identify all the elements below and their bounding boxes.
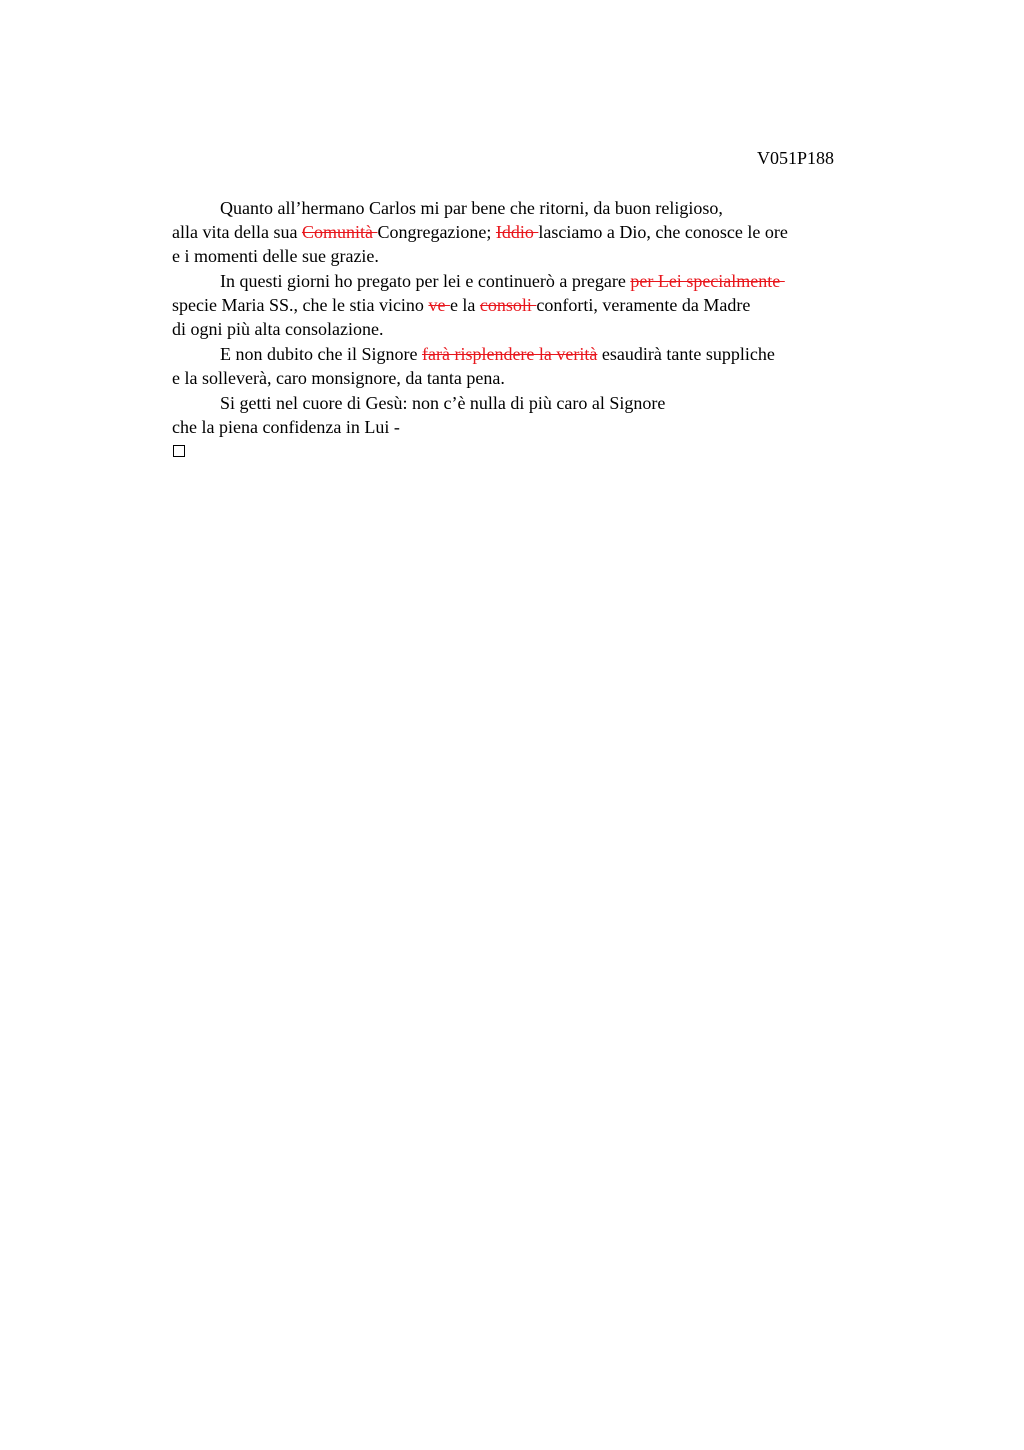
text-segment: che la piena confidenza in Lui - (172, 417, 400, 437)
text-line (172, 294, 750, 316)
text-line (172, 221, 788, 243)
text-segment: conforti, veramente da Madre (536, 295, 751, 315)
text-segment: Si getti nel cuore di Gesù: non c’è nulla di più caro al Signore (220, 393, 666, 413)
deleted-text: consoli (479, 295, 537, 315)
deleted-text: Iddio (495, 222, 539, 242)
text-segment: esaudirà tante suppliche (597, 344, 775, 364)
deleted-text: Comunità (301, 222, 378, 242)
deleted-text: per Lei specialmente (630, 271, 785, 291)
text-line (172, 367, 505, 389)
text-segment: e la (449, 295, 480, 315)
text-segment: Quanto all’hermano Carlos mi par bene che ritorni, da buon religioso, (220, 198, 723, 218)
empty-box-icon (173, 445, 185, 457)
deleted-text: farà risplendere la verità (421, 344, 598, 364)
text-segment: lasciamo a Dio, che conosce le ore (538, 222, 788, 242)
text-segment: alla vita della sua (172, 222, 302, 242)
text-line (172, 245, 379, 267)
text-line (220, 270, 785, 292)
text-line (220, 343, 775, 365)
text-segment: In questi giorni ho pregato per lei e continuerò a pregare (220, 271, 631, 291)
deleted-text: ve (428, 295, 450, 315)
text-segment: Congregazione; (377, 222, 496, 242)
text-segment: specie Maria SS., che le stia vicino (172, 295, 429, 315)
text-segment: E non dubito che il Signore (220, 344, 422, 364)
text-segment: di ogni più alta consolazione. (172, 319, 384, 339)
text-line (220, 197, 723, 219)
text-segment: e i momenti delle sue grazie. (172, 246, 379, 266)
text-line (172, 416, 400, 438)
text-line (220, 392, 665, 414)
text-segment: e la solleverà, caro monsignore, da tanta pena. (172, 368, 505, 388)
text-line (172, 318, 383, 340)
page-id: V051P188 (757, 148, 835, 168)
